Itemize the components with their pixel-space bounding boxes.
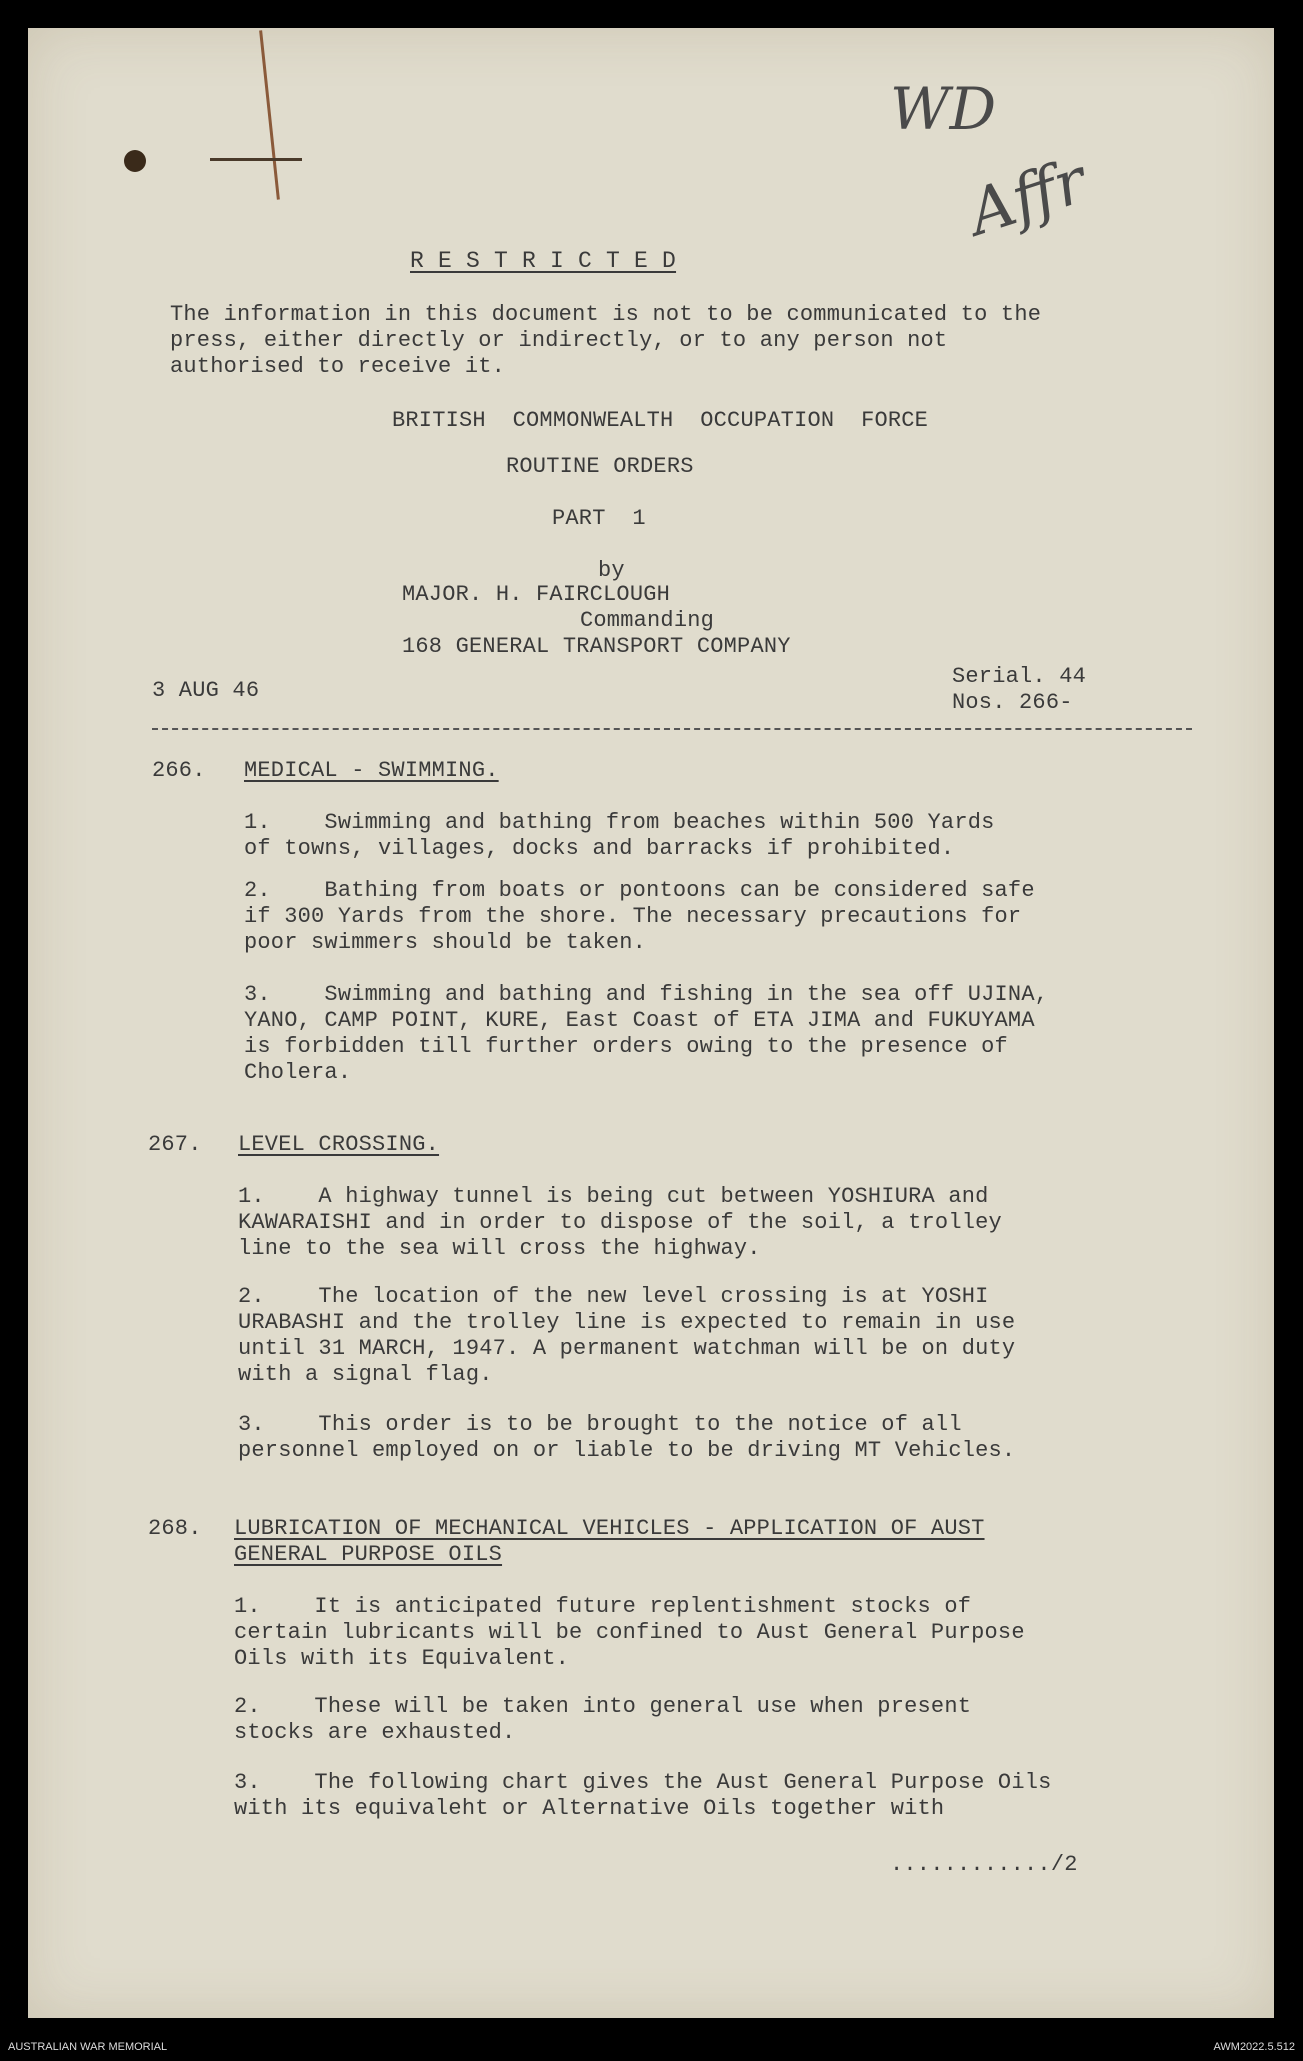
- serial-number: Serial. 44: [952, 664, 1087, 689]
- paragraph-line: certain lubricants will be confined to Aust General Purpose: [234, 1620, 1025, 1645]
- paragraph-line: Cholera.: [244, 1060, 352, 1085]
- paragraph-line: personnel employed on or liable to be driving MT Vehicles.: [238, 1438, 1016, 1463]
- paragraph-line: 2. Bathing from boats or pontoons can be considered safe: [244, 878, 1035, 903]
- part-title: PART 1: [552, 506, 646, 531]
- paragraph-line: line to the sea will cross the highway.: [238, 1236, 761, 1261]
- officer-role: Commanding: [580, 608, 715, 633]
- paragraph-line: with a signal flag.: [238, 1362, 493, 1387]
- paragraph-line: 1. Swimming and bathing from beaches within 500 Yards: [244, 810, 995, 835]
- notice-line-3: authorised to receive it.: [170, 354, 506, 379]
- paragraph-line: URABASHI and the trolley line is expected to remain in use: [238, 1310, 1016, 1335]
- order-date: 3 AUG 46: [152, 678, 260, 703]
- punch-mark: [124, 150, 146, 172]
- paragraph-line: 3. This order is to be brought to the notice of all: [238, 1412, 962, 1437]
- routine-orders-title: ROUTINE ORDERS: [506, 454, 694, 479]
- paragraph-line: stocks are exhausted.: [234, 1720, 516, 1745]
- paragraph-line: YANO, CAMP POINT, KURE, East Coast of ETA JIMA and FUKUYAMA: [244, 1008, 1035, 1033]
- section-number: 268.: [148, 1516, 202, 1541]
- footer-left: AUSTRALIAN WAR MEMORIAL: [8, 2041, 168, 2053]
- handwritten-wd: WD: [890, 75, 997, 143]
- paragraph-line: 1. A highway tunnel is being cut between YOSHIURA and: [238, 1184, 989, 1209]
- punch-mark: [210, 158, 302, 161]
- paragraph-line: poor swimmers should be taken.: [244, 930, 647, 955]
- paragraph-line: is forbidden till further orders owing to the presence of: [244, 1034, 1008, 1059]
- officer-name: MAJOR. H. FAIRCLOUGH: [402, 582, 671, 607]
- restricted-heading: R E S T R I C T E D: [410, 248, 677, 274]
- handwritten-initials: Affr: [959, 143, 1095, 250]
- force-title: BRITISH COMMONWEALTH OCCUPATION FORCE: [392, 408, 929, 433]
- paragraph-line: 2. The location of the new level crossing is at YOSHI: [238, 1284, 989, 1309]
- section-title: MEDICAL - SWIMMING.: [244, 758, 499, 783]
- paragraph-line: of towns, villages, docks and barracks if prohibited.: [244, 836, 955, 861]
- footer-right: AWM2022.5.512: [1213, 2041, 1295, 2053]
- continuation-mark: ............/2: [890, 1852, 1078, 1877]
- paragraph-line: 1. It is anticipated future replentishment stocks of: [234, 1594, 972, 1619]
- order-numbers: Nos. 266-: [952, 690, 1073, 715]
- paragraph-line: KAWARAISHI and in order to dispose of the soil, a trolley: [238, 1210, 1002, 1235]
- section-title: LEVEL CROSSING.: [238, 1132, 440, 1157]
- paragraph-line: Oils with its Equivalent.: [234, 1646, 570, 1671]
- section-title: GENERAL PURPOSE OILS: [234, 1542, 503, 1567]
- section-number: 266.: [152, 758, 206, 783]
- header-divider: [152, 728, 1192, 730]
- section-title: LUBRICATION OF MECHANICAL VEHICLES - APPLICATION OF AUST: [234, 1516, 985, 1541]
- paragraph-line: until 31 MARCH, 1947. A permanent watchman will be on duty: [238, 1336, 1016, 1361]
- paragraph-line: with its equivaleht or Alternative Oils together with: [234, 1796, 945, 1821]
- notice-line-1: The information in this document is not to be communicated to the: [170, 302, 1042, 327]
- paragraph-line: if 300 Yards from the shore. The necessary precautions for: [244, 904, 1022, 929]
- paragraph-line: 3. The following chart gives the Aust General Purpose Oils: [234, 1770, 1052, 1795]
- by-label: by: [598, 558, 625, 583]
- paragraph-line: 2. These will be taken into general use when present: [234, 1694, 972, 1719]
- paragraph-line: 3. Swimming and bathing and fishing in the sea off UJINA,: [244, 982, 1049, 1007]
- unit-name: 168 GENERAL TRANSPORT COMPANY: [402, 634, 791, 659]
- notice-line-2: press, either directly or indirectly, or to any person not: [170, 328, 948, 353]
- section-number: 267.: [148, 1132, 202, 1157]
